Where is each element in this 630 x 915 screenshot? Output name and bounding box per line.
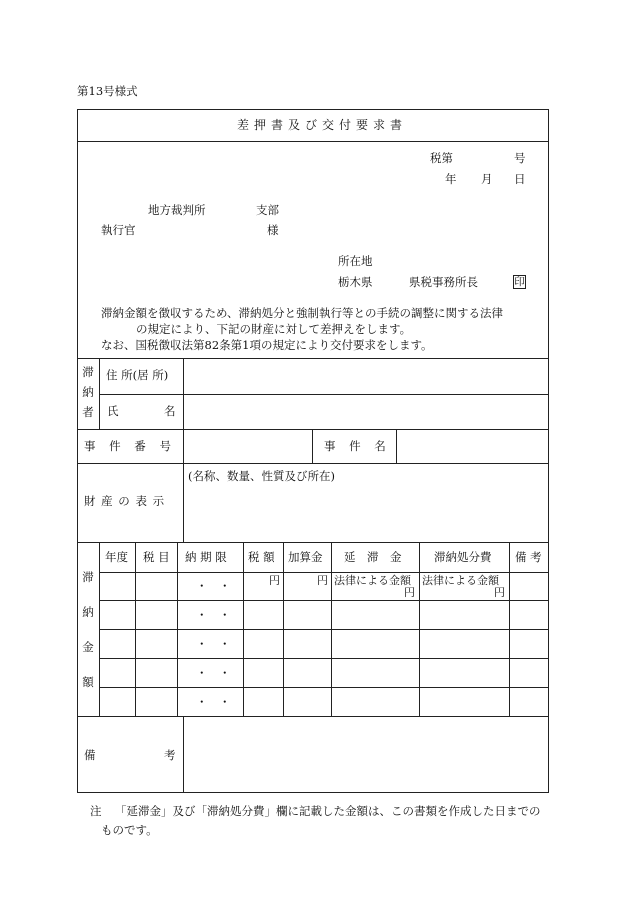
sender-prefecture: 栃木県 (338, 275, 373, 289)
due-date-dots-row-3: ・ ・ (196, 637, 231, 651)
rule-amount-header (99, 572, 549, 573)
due-date-dots-row-2: ・ ・ (196, 608, 231, 622)
fee-legal-amount: 法律による金額 (422, 574, 499, 587)
rule-amount-row1 (99, 600, 549, 601)
debtor-name-label-2: 名 (164, 404, 176, 418)
rule-debtor-side (99, 358, 100, 429)
note-line-2: ものです。 (101, 823, 158, 837)
rule-amount-bottom (77, 716, 549, 717)
rule-amount-side (99, 542, 100, 716)
doc-number-prefix: 税第 (430, 151, 453, 165)
officer-honorific: 様 (267, 223, 279, 237)
rule-col-fee (509, 542, 510, 716)
delinquency-yen: 円 (404, 586, 415, 599)
header-surcharge: 加算金 (288, 550, 323, 564)
amount-side-char-2: 納 (82, 605, 94, 619)
rule-case-bottom (77, 463, 549, 464)
rule-header-bottom (77, 358, 549, 359)
form-number: 第13号様式 (77, 84, 138, 98)
debtor-address-label: 住 所(居 所) (106, 368, 169, 382)
header-disposition-fee: 滞納処分費 (434, 550, 492, 564)
remarks-label-left: 備 (84, 748, 96, 762)
rule-col-surcharge (331, 542, 332, 716)
debtor-name-label-1: 氏 (107, 404, 119, 418)
request-line-1: 滞納金額を徴収するため、滞納処分と強制執行等との手続の調整に関する法律 (101, 306, 504, 320)
rule-debtor-mid (99, 394, 549, 395)
doc-number-suffix: 号 (514, 151, 526, 165)
case-number-label: 事 件 番 号 (84, 439, 176, 453)
surcharge-yen: 円 (317, 574, 328, 587)
rule-case-mid-2 (396, 429, 397, 463)
remarks-label-right: 考 (164, 748, 176, 762)
debtor-side-char-1: 滞 (82, 365, 94, 379)
sender-location-label: 所在地 (338, 254, 373, 268)
header-delinquency: 延 滞 金 (344, 550, 402, 564)
note-line-1: 「延滞金」及び「滞納処分費」欄に記載した金額は、この書類を作成した日までの (115, 804, 541, 818)
property-label: 財 産 の 表 示 (84, 494, 166, 508)
amount-side-char-3: 金 (82, 640, 94, 654)
rule-col-year (135, 542, 136, 716)
date-year: 年 (445, 172, 457, 186)
debtor-side-char-3: 者 (82, 405, 94, 419)
amount-side-char-1: 滞 (82, 570, 94, 584)
tax-amount-yen: 円 (269, 574, 280, 587)
due-date-dots-row-4: ・ ・ (196, 666, 231, 680)
rule-amount-row3 (99, 658, 549, 659)
rule-property-bottom (77, 542, 549, 543)
fee-yen: 円 (494, 586, 505, 599)
header-year: 年度 (105, 550, 128, 564)
sender-office-head: 県税事務所長 (409, 275, 478, 289)
officer-title: 執行官 (101, 223, 136, 237)
court-branch: 支部 (256, 203, 279, 217)
rule-col-duedate (243, 542, 244, 716)
rule-col-taxamount (283, 542, 284, 716)
delinquency-legal-amount: 法律による金額 (334, 574, 411, 587)
request-line-2: の規定により、下記の財産に対して差押えをします。 (136, 322, 412, 336)
rule-debtor-bottom (77, 429, 549, 430)
header-remarks: 備 考 (515, 550, 542, 564)
court-name: 地方裁判所 (148, 203, 206, 217)
debtor-side-char-2: 納 (82, 385, 94, 399)
request-line-3: なお、国税徴収法第82条第1項の規定により交付要求をします。 (101, 338, 433, 352)
rule-amount-row2 (99, 629, 549, 630)
note-mark: 注 (90, 804, 102, 818)
property-hint: (名称、数量、性質及び所在) (188, 469, 335, 483)
amount-side-char-4: 額 (82, 675, 94, 689)
date-month: 月 (481, 172, 493, 186)
case-name-label: 事 件 名 (324, 439, 391, 453)
rule-amount-row4 (99, 687, 549, 688)
seal-mark: 印 (514, 276, 525, 288)
rule-case-mid-1 (312, 429, 313, 463)
rule-label-col (183, 358, 184, 542)
rule-title-bottom (77, 141, 549, 142)
due-date-dots-row-1: ・ ・ (196, 579, 231, 593)
header-due-date: 納 期 限 (185, 550, 227, 564)
rule-col-taxitem (177, 542, 178, 716)
due-date-dots-row-5: ・ ・ (196, 695, 231, 709)
header-tax-amount: 税 額 (248, 550, 275, 564)
form-title: 差押書及び交付要求書 (237, 118, 408, 132)
rule-remarks-col (183, 716, 184, 793)
header-tax-item: 税 目 (143, 550, 170, 564)
date-day: 日 (514, 172, 526, 186)
rule-col-delinquency (419, 542, 420, 716)
